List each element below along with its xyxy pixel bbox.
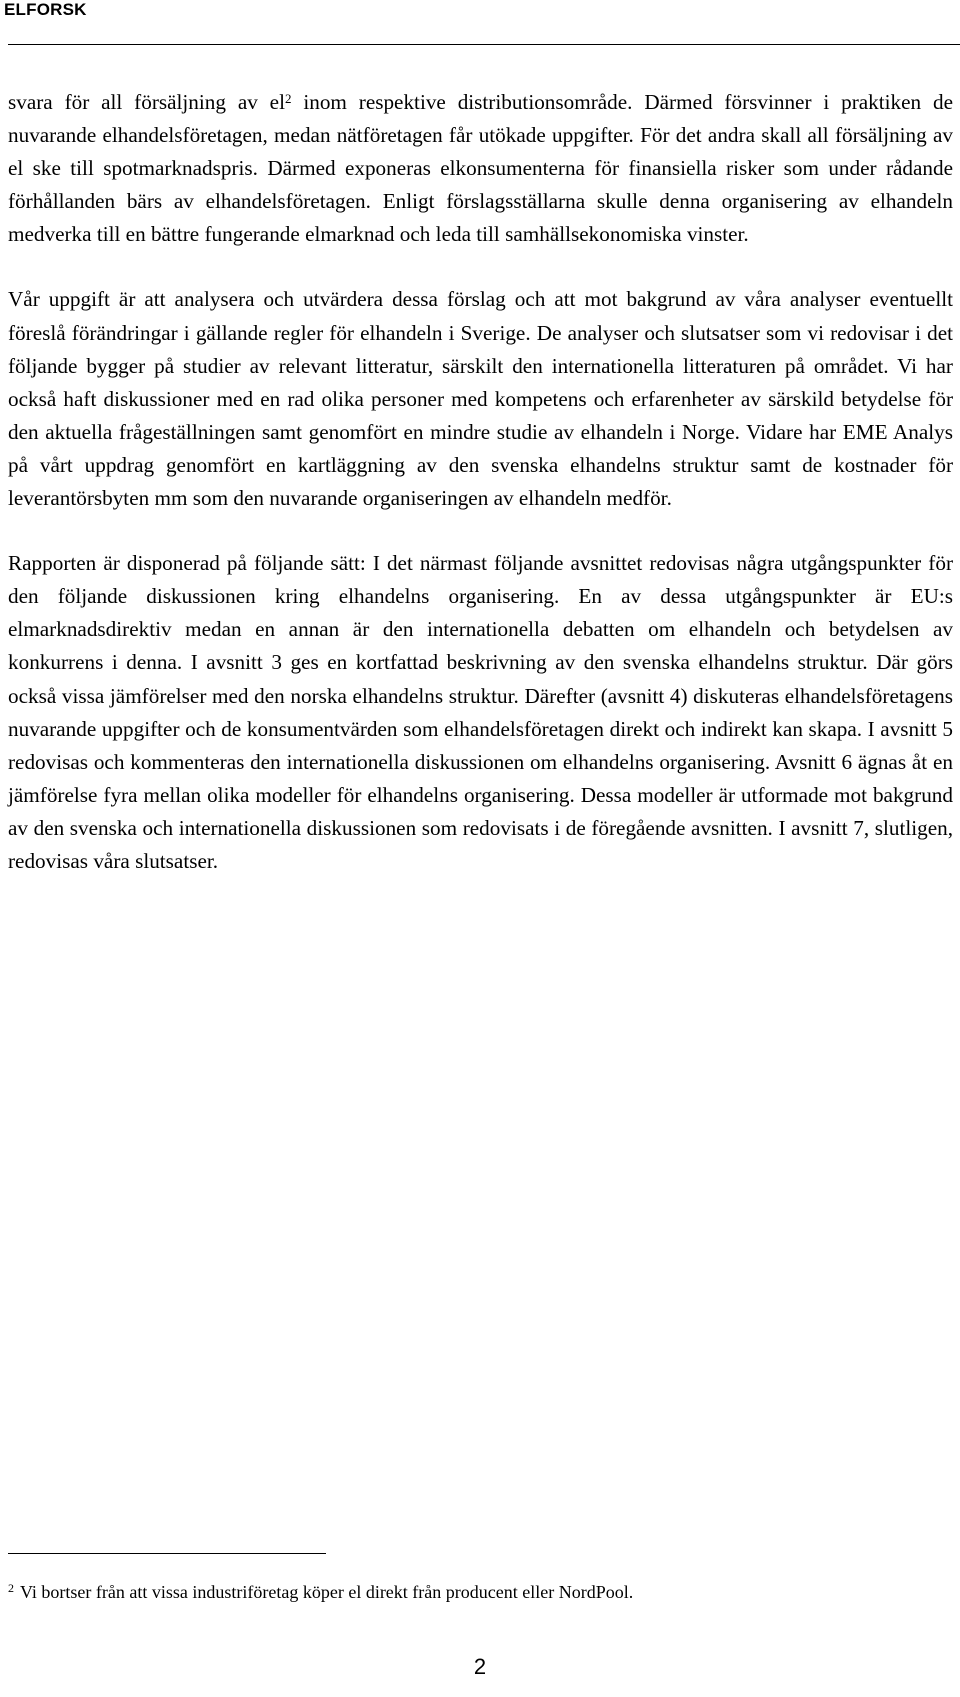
footnote — [8, 1580, 633, 1604]
footnote-text: Vi bortser från att vissa industriföretag köper el direkt från producent eller NordPool. — [20, 1582, 634, 1602]
paragraph-1 — [8, 86, 953, 251]
paragraph-1-start: svara för all försäljning av el — [8, 90, 285, 114]
header-divider — [8, 44, 960, 45]
footnote-divider — [8, 1553, 326, 1554]
body-text — [8, 86, 953, 910]
running-header: ELFORSK — [4, 0, 87, 19]
paragraph-3: Rapporten är disponerad på följande sätt: I det närmast följande avsnittet redovisas några utgångspunkter för den följande diskussionen kring elhandelns organisering. En av dessa utgångspunkter är EU:s elmarknadsdirektiv medan en annan är den internationella debatten om elhandeln och betydelsen av konkurrens i denna. I avsnitt 3 ges en kortfattad beskrivning av den svenska elhandelns struktur. Där görs också vissa jämförelser med den norska elhandelns struktur. Därefter (avsnitt 4) diskuteras elhandelsföretagens nuvarande uppgifter och de konsumentvärden som elhandelsföretagen direkt och indirekt kan skapa. I avsnitt 5 redovisas och kommenteras den internationella diskussionen om elhandelns organisering. Avsnitt 6 ägnas åt en jämförelse fyra mellan olika modeller för elhandelns organisering. Dessa modeller är utformade mot bakgrund av den svenska och internationella diskussionen som redovisats i de föregående avsnitten. I avsnitt 7, slutligen, redovisas våra slutsatser. — [8, 551, 953, 873]
page-number: 2 — [473, 1654, 487, 1679]
paragraph-2: Vår uppgift är att analysera och utvärdera dessa förslag och att mot bakgrund av våra analyser eventuellt föreslå förändringar i gällande regler för elhandeln i Sverige. De analyser och slutsatser som vi redovisar i det följande bygger på studier av relevant litteratur, särskilt den internationella litteraturen på området. Vi har också haft diskussioner med en rad olika personer med kompetens och erfarenheter av särskild betydelse för den aktuella frågeställningen samt genomfört en mindre studie av elhandeln i Norge. Vidare har EME Analys på vårt uppdrag genomfört en kartläggning av den svenska elhandelns struktur samt de kostnader för leverantörsbyten mm som den nuvarande organiseringen av elhandeln medför. — [8, 287, 953, 511]
paragraph-1-rest: inom respektive distributionsområde. Därmed försvinner i praktiken de nuvarande elhandelsföretagen, medan nätföretagen får utökade uppgifter. För det andra skall all försäljning av el ske till spotmarknadspris. Därmed exponeras elkonsumenterna för finansiella risker som under rådande förhållanden bärs av elhandelsföretagen. Enligt förslagsställarna skulle denna organisering av elhandeln medverka till en bättre fungerande elmarknad och leda till samhällsekonomiska vinster. — [8, 90, 953, 247]
footnote-number: 2 — [8, 1581, 14, 1595]
footnote-reference: 2 — [284, 91, 292, 106]
